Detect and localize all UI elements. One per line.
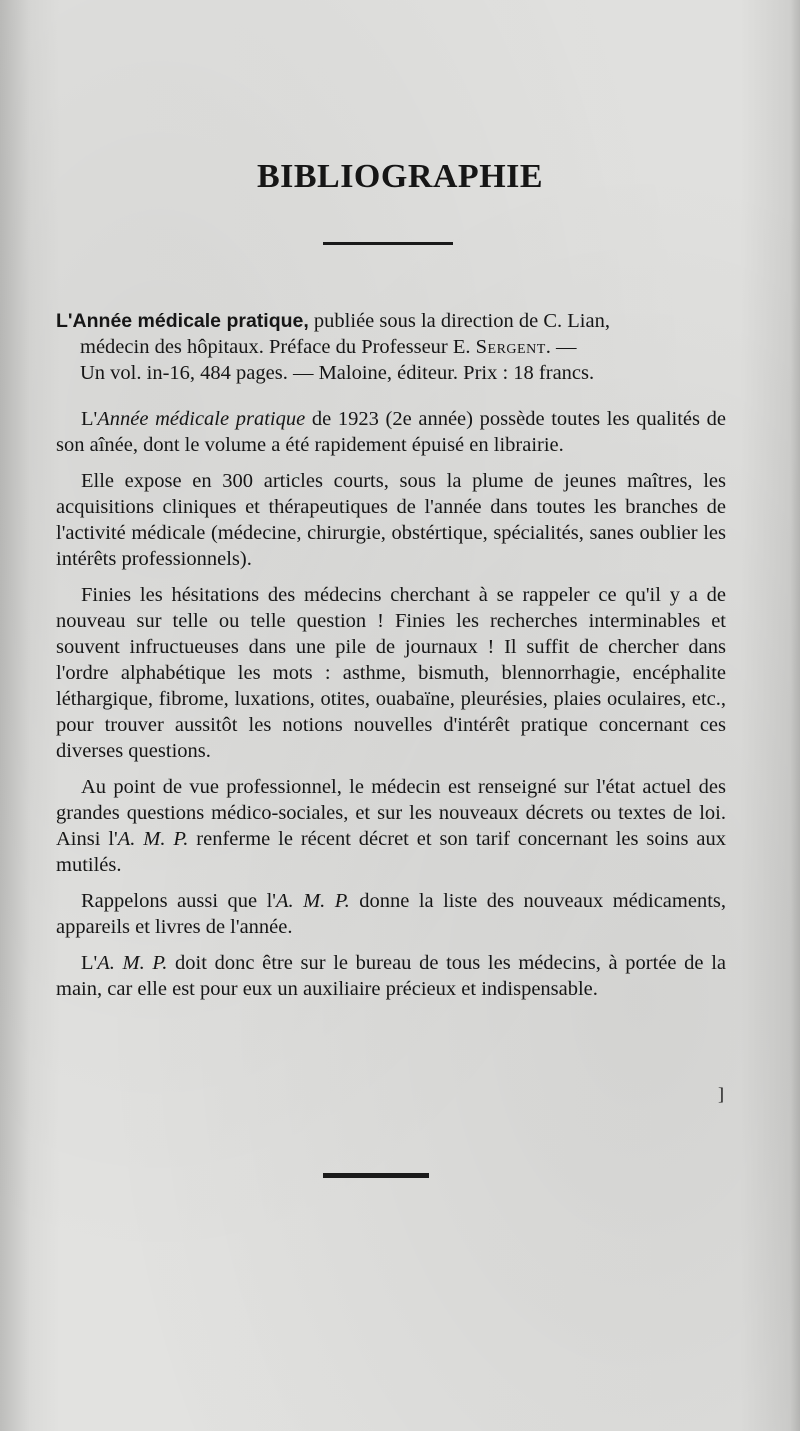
p5-text-a: Rappelons aussi que l' (81, 890, 276, 912)
paragraph-6 (56, 950, 726, 1002)
p4-text-b: renferme le récent décret et son tarif concernant les soins aux mutilés. (56, 828, 727, 876)
closing-bracket: ] (718, 1084, 724, 1104)
p6-text-a: L' (81, 952, 98, 974)
book-title: L'Année médicale pratique, (56, 310, 309, 332)
p4-abbr: A. M. P. (117, 828, 189, 850)
author-name: Sergent (475, 336, 546, 358)
title-rule (323, 242, 453, 245)
p1-text: de 1923 (2e année) possède toutes les qualités de son aînée, dont le volume a été rapidement épuisé en librairie. (56, 408, 727, 456)
book-title-italic: Année médicale pratique (97, 408, 306, 430)
paragraph-5 (56, 888, 726, 940)
p5-abbr: A. M. P. (275, 890, 350, 912)
paragraph-1 (56, 406, 726, 458)
paragraph-2: Elle expose en 300 articles courts, sous la plume de jeunes maîtres, les acquisitions cliniques et thérapeutiques de l'année dans toutes les branches de l'activité médicale (médecine, chirurgie, obstértique, spécialités, sanes oublier les intérêts professionnels). (56, 470, 726, 570)
entry-line-2-end: . — (545, 336, 577, 358)
p5-text-b: donne la liste des nouveaux médicaments, appareils et livres de l'année. (56, 890, 726, 938)
entry-line-2 (56, 334, 732, 360)
entry-line-2-text: médecin des hôpitaux. Préface du Professeur E. (80, 336, 476, 358)
end-rule (323, 1173, 429, 1178)
bibliography-entry (56, 308, 732, 386)
review-body (56, 406, 726, 1012)
paragraph-4 (56, 774, 726, 878)
paragraph-3: Finies les hésitations des médecins cherchant à se rappeler ce qu'il y a de nouveau sur telle ou telle question ! Finies les recherches interminables et souvent infructueuses dans une pile de journaux ! Il suffit de chercher dans l'ordre alphabétique les mots : asthme, bismuth, blennorrhagie, encéphalite léthargique, fibrome, luxations, otites, ouabaïne, pleurésies, plaies oculaires, etc., pour trouver aussitôt les notions nouvelles d'intérêt pratique concernant ces diverses questions. (56, 584, 726, 762)
p1-prefix: L' (81, 408, 98, 430)
p6-text-b: doit donc être sur le bureau de tous les médecins, à portée de la main, car elle est pour eux un auxiliaire précieux et indispensable. (56, 952, 726, 1000)
p4-text-a: Au point de vue professionnel, le médecin est renseigné sur l'état actuel des grandes questions médico-sociales, et sur les nouveaux décrets ou textes de loi. Ainsi l' (56, 776, 726, 850)
entry-line-3: Un vol. in-16, 484 pages. — Maloine, éditeur. Prix : 18 francs. (80, 362, 595, 384)
page-title: BIBLIOGRAPHIE (256, 158, 544, 195)
entry-line-1-rest: publiée sous la direction de C. Lian, (308, 310, 610, 332)
p6-abbr: A. M. P. (97, 952, 168, 974)
entry-line-1 (56, 308, 732, 334)
